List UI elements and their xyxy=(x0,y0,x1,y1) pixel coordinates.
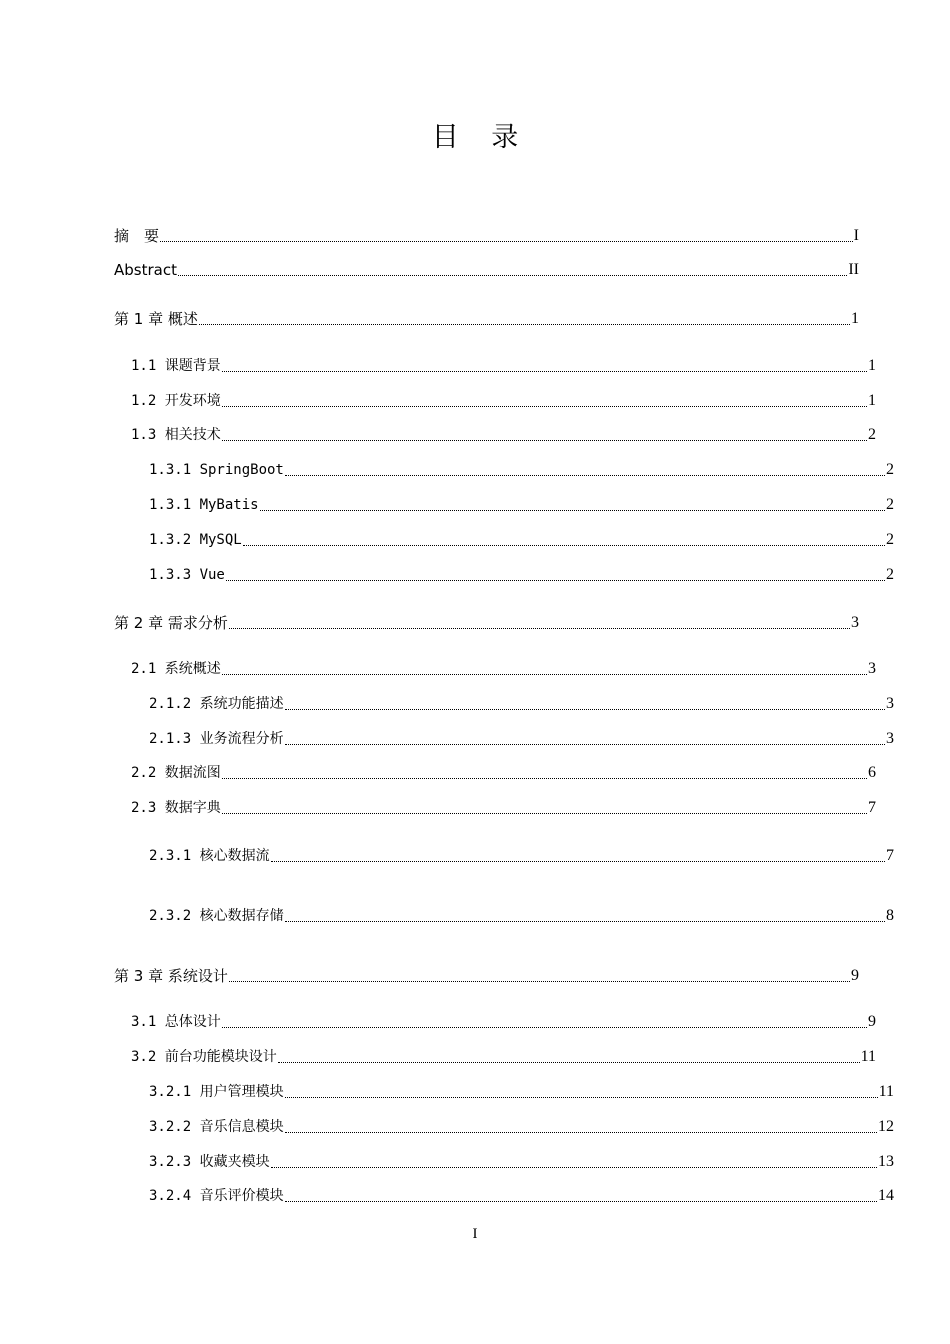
dot-leader xyxy=(285,1131,877,1133)
dot-leader xyxy=(285,1200,877,1202)
dot-leader xyxy=(229,627,850,629)
page-number: I xyxy=(472,1226,478,1242)
toc-entry-page: 2 xyxy=(886,531,894,548)
dot-leader xyxy=(271,1166,877,1168)
toc-entry-label: 1.3 相关技术 xyxy=(131,427,221,443)
toc-entry-label: 3.2 前台功能模块设计 xyxy=(131,1049,277,1065)
toc-entry-label: 1.3.3 Vue xyxy=(149,567,225,583)
toc-entry-3-2-3[interactable] xyxy=(114,1151,894,1173)
toc-entry-label: 2.1 系统概述 xyxy=(131,661,221,677)
dot-leader xyxy=(222,370,867,372)
toc-entry-page: 1 xyxy=(868,357,876,374)
toc-entry-3-2-2[interactable] xyxy=(114,1116,894,1138)
toc-entry-1-3-1-springboot[interactable] xyxy=(114,459,894,481)
toc-entry-page: 1 xyxy=(851,310,859,327)
toc-entry-2-3-2[interactable] xyxy=(114,905,894,927)
toc-entry-label: 第 1 章 概述 xyxy=(114,310,198,328)
toc-entry-page: 6 xyxy=(868,764,876,781)
toc-entry-abstract-en[interactable] xyxy=(114,259,859,281)
dot-leader xyxy=(229,980,850,982)
dot-leader xyxy=(285,920,885,922)
dot-leader xyxy=(160,240,853,242)
toc-entry-label: 3.2.3 收藏夹模块 xyxy=(149,1154,270,1170)
toc-entry-chapter-2[interactable] xyxy=(114,612,859,634)
toc-entry-label: 2.3.1 核心数据流 xyxy=(149,848,270,864)
toc-entry-2-3[interactable] xyxy=(114,797,876,819)
dot-leader xyxy=(243,544,885,546)
toc-entry-3-2-4[interactable] xyxy=(114,1185,894,1207)
toc-entry-1-1[interactable] xyxy=(114,355,876,377)
toc-entry-page: 3 xyxy=(886,730,894,747)
dot-leader xyxy=(222,405,867,407)
toc-entry-label: 1.3.2 MySQL xyxy=(149,532,242,548)
toc-title: 目 录 xyxy=(431,122,531,153)
toc-entry-label: 1.3.1 SpringBoot xyxy=(149,462,284,478)
toc-entry-label: 3.2.2 音乐信息模块 xyxy=(149,1119,284,1135)
toc-entry-page: 8 xyxy=(886,907,894,924)
toc-entry-page: 2 xyxy=(886,566,894,583)
toc-entry-label: 第 3 章 系统设计 xyxy=(114,967,228,985)
dot-leader xyxy=(260,509,885,511)
toc-entry-3-1[interactable] xyxy=(114,1011,876,1033)
dot-leader xyxy=(285,1096,878,1098)
toc-entry-label: 1.2 开发环境 xyxy=(131,393,221,409)
toc-entry-2-1-2[interactable] xyxy=(114,693,894,715)
toc-entry-1-3-3[interactable] xyxy=(114,564,894,586)
toc-entry-label: 2.1.2 系统功能描述 xyxy=(149,696,284,712)
dot-leader xyxy=(222,777,867,779)
toc-entry-label: 摘 要 xyxy=(114,227,160,245)
toc-entry-label: Abstract xyxy=(114,261,177,279)
toc-entry-label: 3.2.1 用户管理模块 xyxy=(149,1084,284,1100)
toc-entry-page: 7 xyxy=(868,799,876,816)
toc-entry-3-2-1[interactable] xyxy=(114,1081,894,1103)
dot-leader xyxy=(222,812,867,814)
toc-entry-page: I xyxy=(853,227,859,244)
toc-entry-label: 3.1 总体设计 xyxy=(131,1014,221,1030)
dot-leader xyxy=(271,860,885,862)
toc-entry-page: 2 xyxy=(886,461,894,478)
toc-entry-label: 2.1.3 业务流程分析 xyxy=(149,731,284,747)
toc-entry-page: 13 xyxy=(878,1153,894,1170)
toc-entry-label: 1.1 课题背景 xyxy=(131,358,221,374)
toc-entry-page: 11 xyxy=(860,1048,876,1065)
dot-leader xyxy=(226,579,885,581)
dot-leader xyxy=(178,274,847,276)
toc-entry-chapter-1[interactable] xyxy=(114,308,859,330)
toc-entry-label: 2.2 数据流图 xyxy=(131,765,221,781)
toc-entry-label: 2.3 数据字典 xyxy=(131,800,221,816)
toc-entry-page: 14 xyxy=(878,1187,894,1204)
toc-entry-label: 3.2.4 音乐评价模块 xyxy=(149,1188,284,1204)
toc-entry-1-3-1-mybatis[interactable] xyxy=(114,494,894,516)
toc-entry-1-3[interactable] xyxy=(114,424,876,446)
toc-entry-page: II xyxy=(848,261,859,278)
toc-entry-page: 9 xyxy=(868,1013,876,1030)
toc-entry-1-2[interactable] xyxy=(114,390,876,412)
toc-entry-page: 11 xyxy=(878,1083,894,1100)
toc-entry-1-3-2[interactable] xyxy=(114,529,894,551)
toc-entry-page: 7 xyxy=(886,847,894,864)
toc-entry-2-2[interactable] xyxy=(114,762,876,784)
toc-entry-page: 9 xyxy=(851,967,859,984)
toc-entry-abstract-cn[interactable] xyxy=(114,225,859,247)
toc-entry-page: 12 xyxy=(878,1118,894,1135)
dot-leader xyxy=(285,743,885,745)
dot-leader xyxy=(199,323,850,325)
toc-entry-label: 1.3.1 MyBatis xyxy=(149,497,259,513)
toc-entry-page: 2 xyxy=(868,426,876,443)
toc-entry-2-1[interactable] xyxy=(114,658,876,680)
toc-entry-3-2[interactable] xyxy=(114,1046,876,1068)
toc-entry-2-3-1[interactable] xyxy=(114,845,894,867)
dot-leader xyxy=(285,708,885,710)
dot-leader xyxy=(222,673,867,675)
toc-entry-page: 3 xyxy=(886,695,894,712)
toc-entry-page: 3 xyxy=(851,614,859,631)
toc-entry-page: 1 xyxy=(868,392,876,409)
dot-leader xyxy=(222,1026,867,1028)
toc-entry-page: 3 xyxy=(868,660,876,677)
dot-leader xyxy=(278,1061,860,1063)
toc-entry-label: 第 2 章 需求分析 xyxy=(114,614,228,632)
toc-entry-2-1-3[interactable] xyxy=(114,728,894,750)
toc-entry-label: 2.3.2 核心数据存储 xyxy=(149,908,284,924)
dot-leader xyxy=(285,474,885,476)
toc-entry-chapter-3[interactable] xyxy=(114,965,859,987)
toc-entry-page: 2 xyxy=(886,496,894,513)
dot-leader xyxy=(222,439,867,441)
